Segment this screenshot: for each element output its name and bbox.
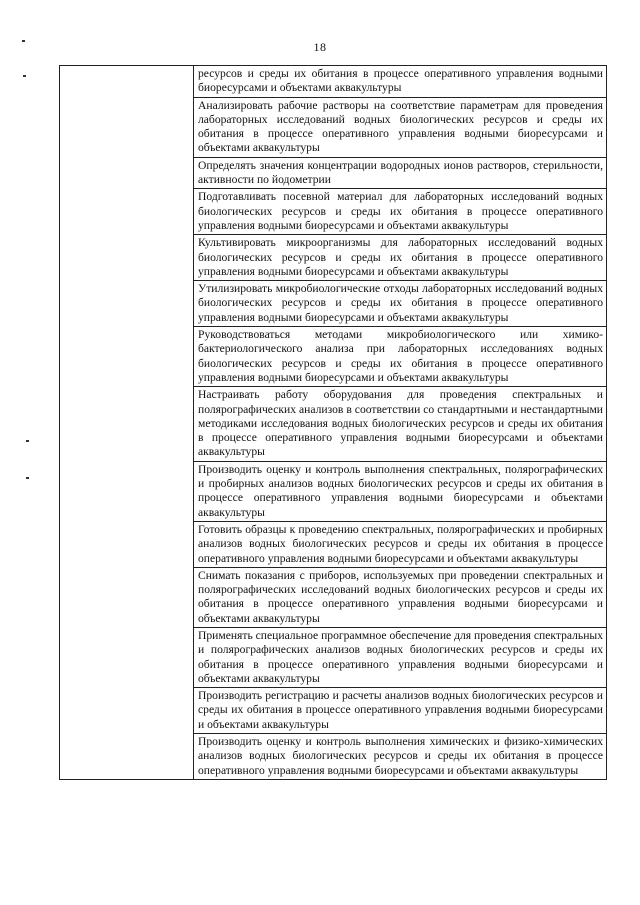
skill-text: Производить регистрацию и расчеты анализов водных биологических ресурсов и среды их обитания в процессе оперативного управления водными биоресурсами и объектами аквакультуры bbox=[194, 688, 607, 734]
page-number: 18 bbox=[313, 40, 327, 54]
table-row bbox=[60, 66, 607, 98]
skill-text: Определять значения концентрации водородных ионов растворов, стерильности, активности по йодометрии bbox=[194, 157, 607, 189]
scan-mark bbox=[23, 75, 26, 77]
skill-text: Руководствоваться методами микробиологического или химико-бактериологического анализа при лабораторных исследованиях водных биологических ресурсов и среды их обитания в процессе оперативного управления водными биоресурсами и объектами аквакультуры bbox=[194, 327, 607, 387]
skill-text: Готовить образцы к проведению спектральных, полярографических и пробирных анализов водных биологических ресурсов и среды их обитания в процессе оперативного управления водными биоресурсами и объектами аквакультуры bbox=[194, 521, 607, 567]
skill-text: Производить оценку и контроль выполнения химических и физико-химических анализов водных биологических ресурсов и среды их обитания в процессе оперативного управления водными биоресурсами и объектами аквакультуры bbox=[194, 734, 607, 780]
skill-text: Производить оценку и контроль выполнения спектральных, полярографических и пробирных анализов водных биологических ресурсов и среды их обитания в процессе оперативного управления водными биоресурсами и объектами аквакультуры bbox=[194, 461, 607, 521]
skill-text: Культивировать микроорганизмы для лабораторных исследований водных биологических ресурсов и среды их обитания в процессе оперативного управления водными биоресурсами и объектами аквакультуры bbox=[194, 235, 607, 281]
merged-empty-cell bbox=[60, 66, 194, 780]
skill-text: Подготавливать посевной материал для лабораторных исследований водных биологических ресурсов и среды их обитания в процессе оперативного управления водными биоресурсами и объектами аквакультуры bbox=[194, 189, 607, 235]
skill-text: Применять специальное программное обеспечение для проведения спектральных и полярографических анализов водных биологических ресурсов и среды их обитания в процессе оперативного управления водными биоресурсами и объектами аквакультуры bbox=[194, 627, 607, 687]
skill-text: ресурсов и среды их обитания в процессе оперативного управления водными биоресурсами и объектами аквакультуры bbox=[194, 66, 607, 98]
skill-text: Анализировать рабочие растворы на соответствие параметрам для проведения лабораторных исследований водных биологических ресурсов и среды их обитания в процессе оперативного управления водными биоресурсами и объектами аквакультуры bbox=[194, 97, 607, 157]
skill-text: Утилизировать микробиологические отходы лабораторных исследований водных биологических ресурсов и среды их обитания в процессе оперативного управления водными биоресурсами и объектами аквакультуры bbox=[194, 281, 607, 327]
skill-text: Снимать показания с приборов, используемых при проведении спектральных и полярографических исследований водных биологических ресурсов и среды их обитания в процессе оперативного управления водными биоресурсами и объектами аквакультуры bbox=[194, 567, 607, 627]
skills-table bbox=[59, 65, 607, 780]
scan-mark bbox=[26, 440, 29, 442]
scan-mark bbox=[22, 40, 25, 42]
skill-text: Настраивать работу оборудования для проведения спектральных и полярографических анализов в соответствии со стандартными и нестандартными методиками исследования водных биологических ресурсов и среды их обитания в процессе оперативного управления водными биоресурсами и объектами аквакультуры bbox=[194, 387, 607, 461]
scan-mark bbox=[26, 477, 29, 479]
